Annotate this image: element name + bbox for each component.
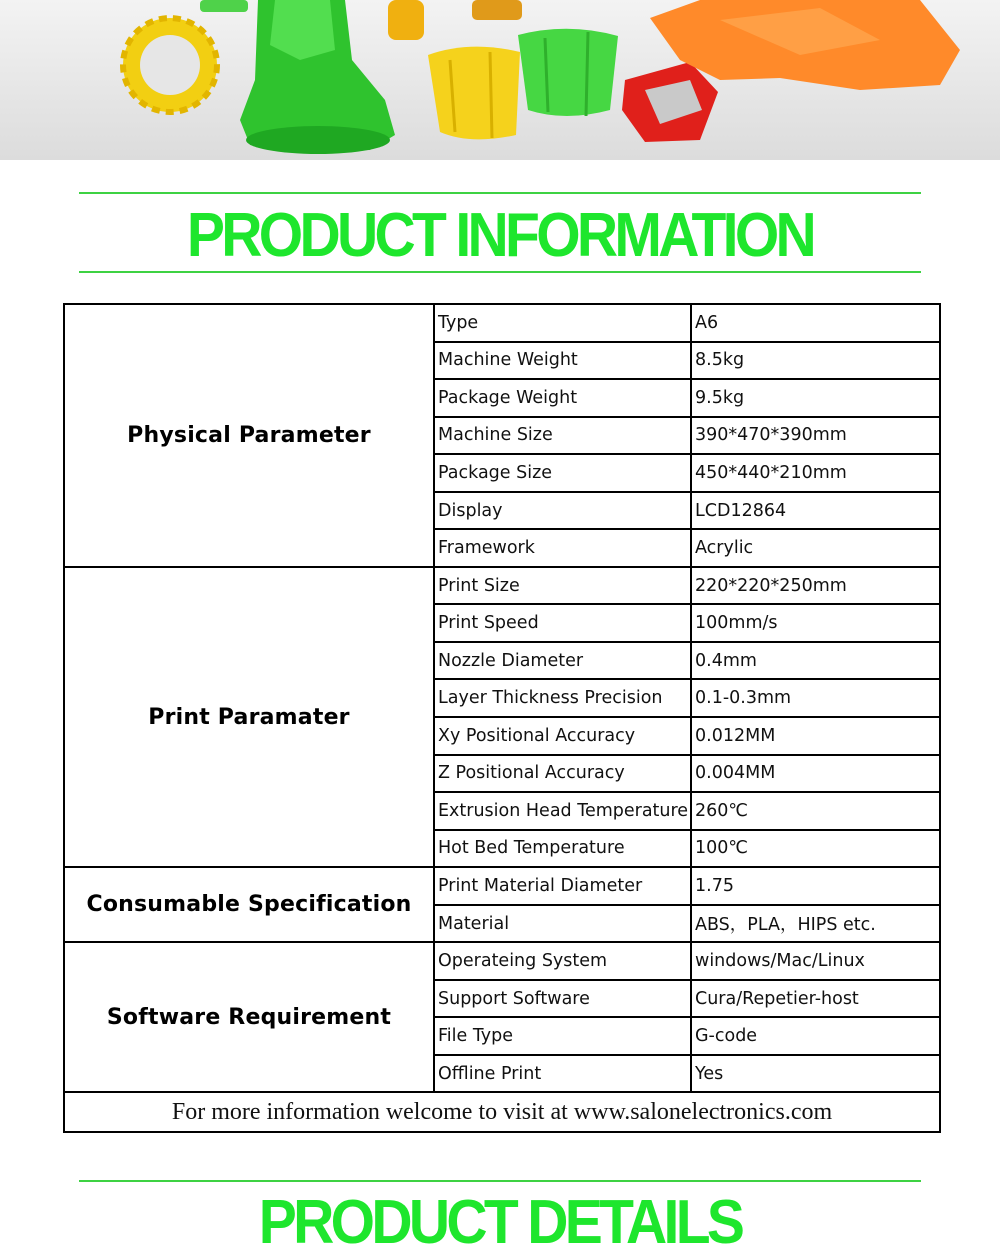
green-bust-print bbox=[240, 0, 395, 154]
section-title-product-details: PRODUCT DETAILS bbox=[258, 1188, 742, 1257]
section-title-product-information: PRODUCT INFORMATION bbox=[186, 201, 814, 270]
spec-value: A6 bbox=[691, 304, 940, 342]
spec-label: Package Size bbox=[434, 454, 691, 492]
spec-value: Acrylic bbox=[691, 529, 940, 567]
spec-label: Framework bbox=[434, 529, 691, 567]
spec-value: ABS，PLA，HIPS etc. bbox=[691, 905, 940, 943]
spec-label: Print Material Diameter bbox=[434, 867, 691, 905]
yellow-vase-print bbox=[428, 47, 520, 140]
spec-value: 9.5kg bbox=[691, 379, 940, 417]
group-label: Consumable Specification bbox=[64, 867, 434, 942]
spec-label: Xy Positional Accuracy bbox=[434, 717, 691, 755]
spec-label: Machine Weight bbox=[434, 342, 691, 380]
spec-value: Cura/Repetier-host bbox=[691, 980, 940, 1018]
spec-label: Print Speed bbox=[434, 604, 691, 642]
spec-value: 0.004MM bbox=[691, 755, 940, 793]
group-label: Software Requirement bbox=[64, 942, 434, 1092]
table-row bbox=[64, 867, 940, 905]
spec-value: 8.5kg bbox=[691, 342, 940, 380]
green-vase-print bbox=[518, 29, 618, 116]
spec-value: Yes bbox=[691, 1055, 940, 1093]
group-label: Physical Parameter bbox=[64, 304, 434, 567]
spec-label: Nozzle Diameter bbox=[434, 642, 691, 680]
spec-table bbox=[63, 303, 941, 1133]
spec-value: LCD12864 bbox=[691, 492, 940, 530]
spec-value: 260℃ bbox=[691, 792, 940, 830]
red-part-print bbox=[622, 62, 718, 142]
table-row bbox=[64, 304, 940, 342]
spec-value: 390*470*390mm bbox=[691, 417, 940, 455]
spec-label: Display bbox=[434, 492, 691, 530]
spec-value: 0.1-0.3mm bbox=[691, 679, 940, 717]
group-label: Print Paramater bbox=[64, 567, 434, 867]
spec-value: 100mm/s bbox=[691, 604, 940, 642]
spec-label: Support Software bbox=[434, 980, 691, 1018]
spec-label: Extrusion Head Temperature bbox=[434, 792, 691, 830]
heading-rule-bottom bbox=[79, 271, 921, 273]
spec-value: 100℃ bbox=[691, 830, 940, 868]
heading-rule-top bbox=[79, 192, 921, 194]
spec-label: Type bbox=[434, 304, 691, 342]
footer-row bbox=[64, 1092, 940, 1132]
table-row bbox=[64, 567, 940, 605]
spec-value: windows/Mac/Linux bbox=[691, 942, 940, 980]
footer-note: For more information welcome to visit at www.salonelectronics.com bbox=[64, 1092, 940, 1132]
spec-value: G-code bbox=[691, 1017, 940, 1055]
spec-value: 220*220*250mm bbox=[691, 567, 940, 605]
spec-label: Machine Size bbox=[434, 417, 691, 455]
spec-label: Material bbox=[434, 905, 691, 943]
spec-label: Offline Print bbox=[434, 1055, 691, 1093]
spec-value: 450*440*210mm bbox=[691, 454, 940, 492]
spec-table-body bbox=[64, 304, 940, 1092]
spec-value: 0.012MM bbox=[691, 717, 940, 755]
spec-label: File Type bbox=[434, 1017, 691, 1055]
details-rule-top bbox=[79, 1180, 921, 1182]
spec-label: Print Size bbox=[434, 567, 691, 605]
spec-label: Hot Bed Temperature bbox=[434, 830, 691, 868]
spec-value: 1.75 bbox=[691, 867, 940, 905]
table-row bbox=[64, 942, 940, 980]
spec-label: Package Weight bbox=[434, 379, 691, 417]
hero-banner-image bbox=[0, 0, 1000, 160]
yellow-gear-print bbox=[123, 18, 217, 112]
spec-label: Z Positional Accuracy bbox=[434, 755, 691, 793]
spec-label: Layer Thickness Precision bbox=[434, 679, 691, 717]
spec-label: Operateing System bbox=[434, 942, 691, 980]
spec-value: 0.4mm bbox=[691, 642, 940, 680]
